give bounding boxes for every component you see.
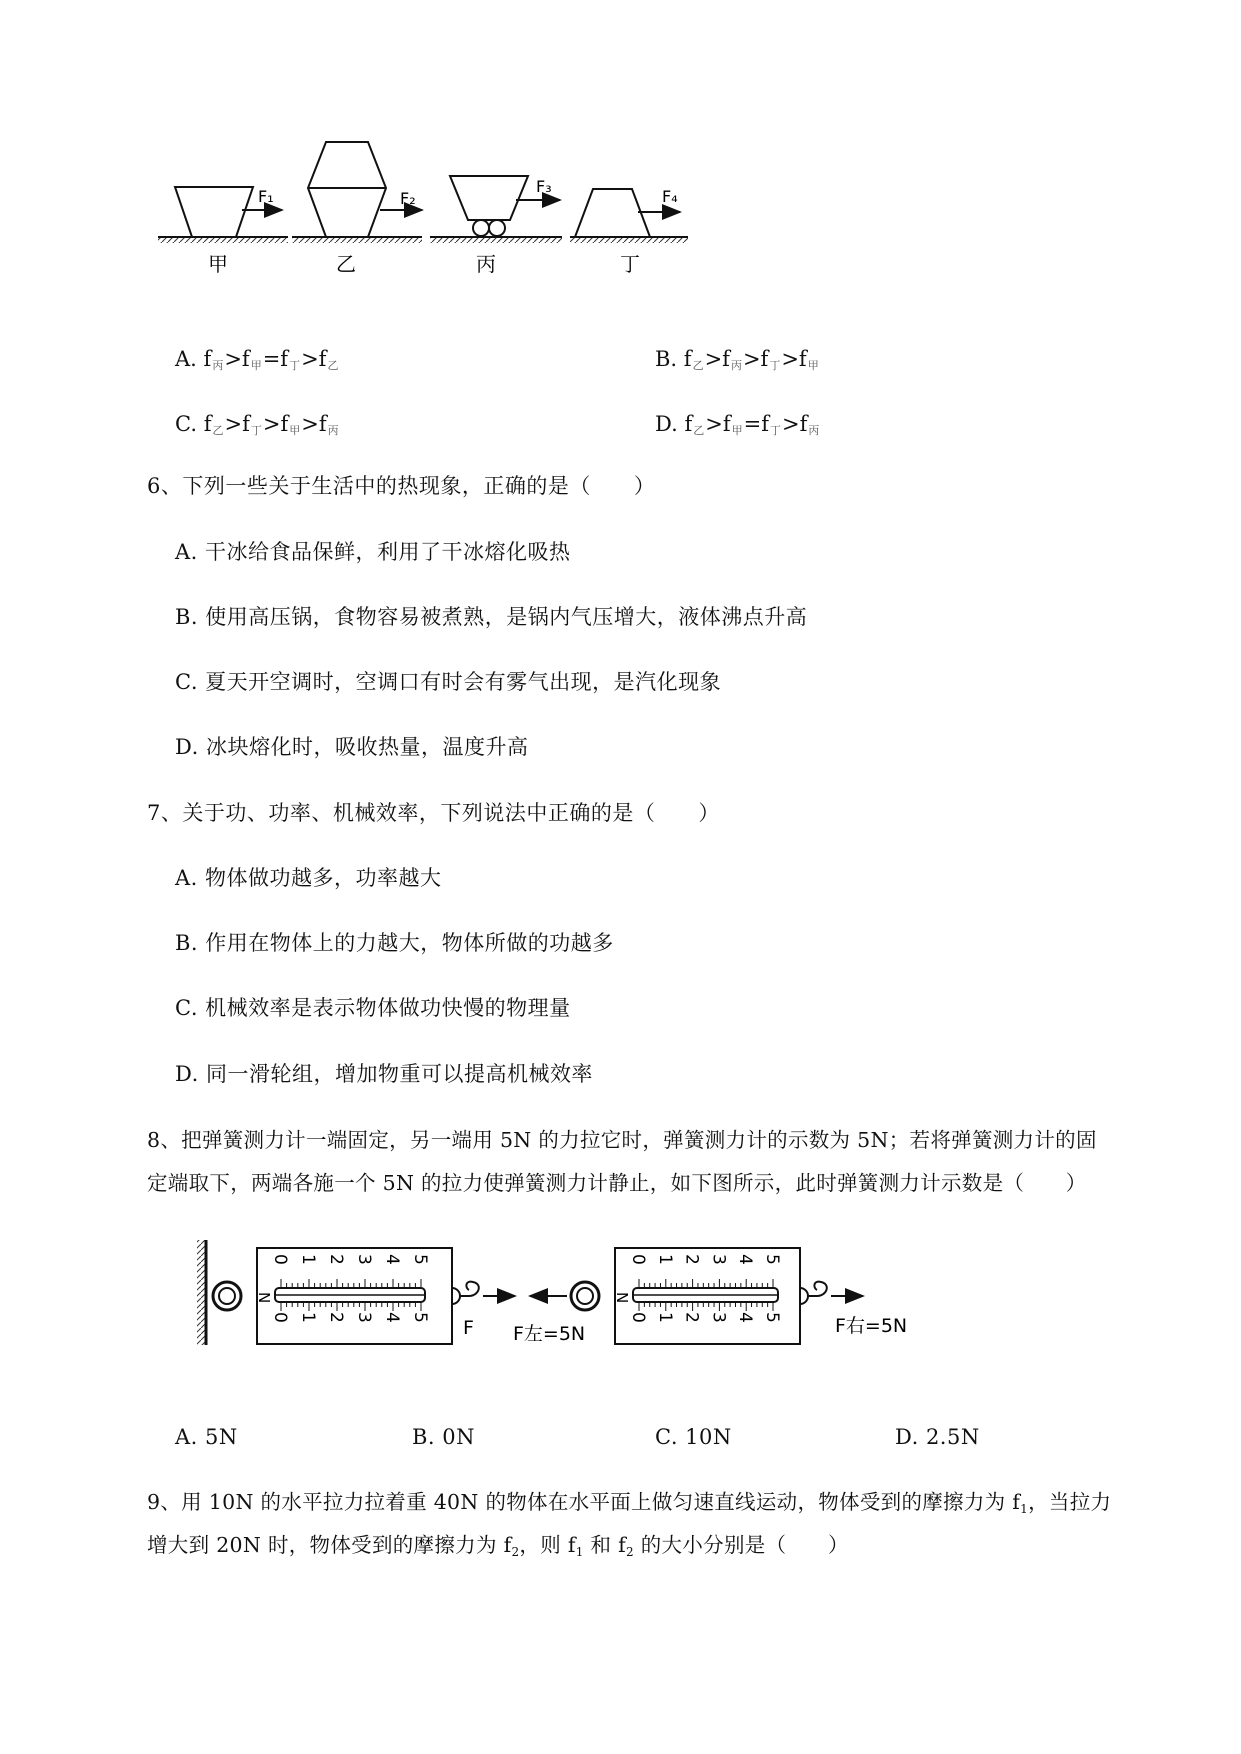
option-letter: B. (655, 347, 678, 371)
force-label-f2: F₂ (400, 189, 416, 208)
scale-digit: 1 (654, 1254, 675, 1265)
q9-stem-line2: 增大到 20N 时，物体受到的摩擦力为 f2，则 f1 和 f2 的大小分别是（ ） (147, 1533, 849, 1559)
unit-label: N (613, 1292, 631, 1304)
force-label-right: F右=5N (835, 1315, 908, 1337)
force-label-left: F左=5N (513, 1323, 586, 1345)
scale-digit: 3 (708, 1254, 729, 1265)
q7-option-b[interactable]: B. 作用在物体上的力越大，物体所做的功越多 (175, 931, 614, 955)
scale-digit: 1 (298, 1312, 318, 1323)
spring-scale-right (513, 1248, 907, 1345)
q6-option-b[interactable]: B. 使用高压锅，食物容易被煮熟，是锅内气压增大，液体沸点升高 (175, 605, 808, 629)
q8-stem-line2: 定端取下，两端各施一个 5N 的拉力使弹簧测力计静止，如下图所示，此时弹簧测力计示数是（ ） (147, 1171, 1087, 1195)
q8-option-d[interactable]: D. 2.5N (895, 1425, 980, 1449)
scale-digit: 2 (681, 1312, 702, 1323)
q8-option-b[interactable]: B. 0N (412, 1425, 476, 1449)
scale-digit: 0 (270, 1254, 290, 1265)
scale-digit: 5 (762, 1312, 782, 1323)
scale-digit: 0 (628, 1254, 648, 1265)
scale-digit: 4 (735, 1254, 756, 1265)
scale-digit: 0 (270, 1312, 290, 1323)
option-letter: C. (175, 412, 197, 436)
scale-digit: 3 (354, 1312, 374, 1323)
panel-label-jia: 甲 (208, 252, 228, 276)
scale-digit: 5 (410, 1254, 430, 1265)
scale-digit: 2 (681, 1254, 702, 1265)
panel-label-ding: 丁 (620, 252, 640, 276)
spring-scale-figure (195, 1238, 1015, 1358)
q7-option-d[interactable]: D. 同一滑轮组，增加物重可以提高机械效率 (175, 1062, 593, 1086)
scale-digit: 4 (382, 1254, 402, 1265)
scale-digit: 1 (654, 1312, 675, 1323)
scale-digit: 1 (298, 1254, 318, 1265)
scale-digit: 5 (762, 1254, 782, 1265)
panel-label-yi: 乙 (336, 252, 356, 276)
force-label-f4: F₄ (662, 187, 678, 206)
option-letter: D. (655, 412, 678, 436)
q8-stem-line1: 8、把弹簧测力计一端固定，另一端用 5N 的力拉它时，弹簧测力计的示数为 5N；若将弹簧测力计的固 (147, 1128, 1097, 1152)
force-label-f1: F₁ (258, 187, 274, 206)
q5-option-a[interactable]: A. $f_丙>f_甲=f_丁>f_乙$ (175, 347, 339, 372)
q7-stem: 7、关于功、功率、机械效率，下列说法中正确的是（ ） (147, 801, 720, 825)
q7-option-c[interactable]: C. 机械效率是表示物体做功快慢的物理量 (175, 996, 571, 1020)
q9-stem-line1: 9、用 10N 的水平拉力拉着重 40N 的物体在水平面上做匀速直线运动，物体受到的摩擦力为 f1，当拉力 (147, 1490, 1112, 1516)
scale-digit: 4 (382, 1312, 402, 1323)
q8-option-a[interactable]: A. 5N (175, 1425, 238, 1449)
scale-digit: 0 (628, 1312, 648, 1323)
unit-label: N (255, 1292, 273, 1304)
q5-option-c[interactable]: C. $f_乙>f_丁>f_甲>f_丙$ (175, 412, 339, 437)
q6-stem: 6、下列一些关于生活中的热现象，正确的是（ ） (147, 474, 656, 498)
option-letter: A. (175, 347, 197, 371)
q8-option-c[interactable]: C. 10N (655, 1425, 732, 1449)
force-label-f3: F₃ (536, 177, 552, 196)
q5-option-d[interactable]: D. $f_乙>f_甲=f_丁>f_丙$ (655, 412, 820, 437)
scale-digit: 2 (326, 1254, 346, 1265)
q6-option-c[interactable]: C. 夏天开空调时，空调口有时会有雾气出现，是汽化现象 (175, 670, 722, 694)
friction-figure (150, 140, 710, 300)
q6-option-d[interactable]: D. 冰块熔化时，吸收热量，温度升高 (175, 735, 529, 759)
scale-digit: 2 (326, 1312, 346, 1323)
force-label-f: F (463, 1317, 474, 1339)
scale-digit: 4 (735, 1312, 756, 1323)
q5-option-b[interactable]: B. $f_乙>f_丙>f_丁>f_甲$ (655, 347, 819, 372)
q6-option-a[interactable]: A. 干冰给食品保鲜，利用了干冰熔化吸热 (175, 540, 571, 564)
panel-label-bing: 丙 (476, 252, 496, 276)
q7-option-a[interactable]: A. 物体做功越多，功率越大 (175, 866, 442, 890)
scale-digit: 3 (708, 1312, 729, 1323)
scale-digit: 3 (354, 1254, 374, 1265)
scale-digit: 5 (410, 1312, 430, 1323)
spring-scale-left (197, 1240, 515, 1345)
